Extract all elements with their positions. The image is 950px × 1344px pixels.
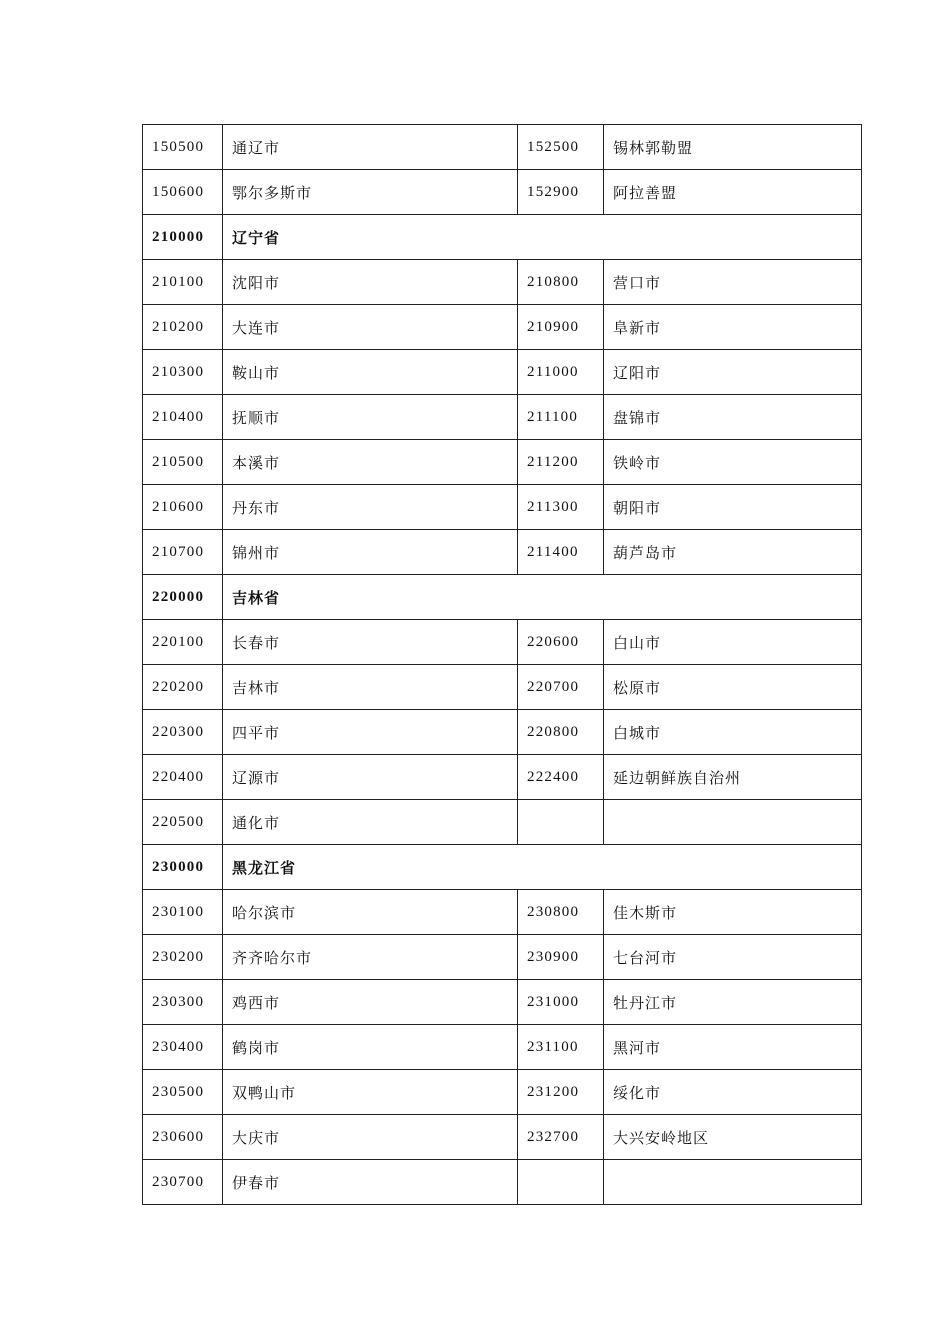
city-code: 220600 — [518, 620, 604, 665]
city-name: 哈尔滨市 — [223, 890, 518, 935]
table-row — [143, 710, 862, 755]
table-row — [143, 125, 862, 170]
table-row — [143, 485, 862, 530]
city-code: 210600 — [143, 485, 223, 530]
table-row — [143, 1025, 862, 1070]
city-name: 白城市 — [604, 710, 862, 755]
city-name: 绥化市 — [604, 1070, 862, 1115]
city-name: 营口市 — [604, 260, 862, 305]
table-row — [143, 980, 862, 1025]
city-name: 伊春市 — [223, 1160, 518, 1205]
table-row — [143, 665, 862, 710]
city-name: 松原市 — [604, 665, 862, 710]
table-row — [143, 260, 862, 305]
city-name: 阿拉善盟 — [604, 170, 862, 215]
city-code — [518, 800, 604, 845]
city-code: 211100 — [518, 395, 604, 440]
table-row — [143, 170, 862, 215]
city-name: 大庆市 — [223, 1115, 518, 1160]
table-row — [143, 350, 862, 395]
city-code: 232700 — [518, 1115, 604, 1160]
table-row — [143, 890, 862, 935]
city-name: 吉林市 — [223, 665, 518, 710]
city-code: 210700 — [143, 530, 223, 575]
city-code: 231100 — [518, 1025, 604, 1070]
city-code: 230400 — [143, 1025, 223, 1070]
city-name: 白山市 — [604, 620, 862, 665]
city-code: 220800 — [518, 710, 604, 755]
province-code: 220000 — [143, 575, 223, 620]
city-name: 鹤岗市 — [223, 1025, 518, 1070]
city-code: 222400 — [518, 755, 604, 800]
city-name: 大连市 — [223, 305, 518, 350]
city-name: 七台河市 — [604, 935, 862, 980]
table-row — [143, 440, 862, 485]
city-code: 231200 — [518, 1070, 604, 1115]
city-code: 220300 — [143, 710, 223, 755]
city-code: 150600 — [143, 170, 223, 215]
city-code: 210200 — [143, 305, 223, 350]
city-code: 230300 — [143, 980, 223, 1025]
city-name: 通辽市 — [223, 125, 518, 170]
city-name: 延边朝鲜族自治州 — [604, 755, 862, 800]
city-code: 220700 — [518, 665, 604, 710]
city-name: 佳木斯市 — [604, 890, 862, 935]
table-row — [143, 1115, 862, 1160]
table-row — [143, 620, 862, 665]
city-name: 四平市 — [223, 710, 518, 755]
city-name — [604, 800, 862, 845]
city-name: 本溪市 — [223, 440, 518, 485]
province-name: 辽宁省 — [223, 215, 862, 260]
city-name: 辽阳市 — [604, 350, 862, 395]
city-name: 锦州市 — [223, 530, 518, 575]
city-code: 150500 — [143, 125, 223, 170]
city-code: 230700 — [143, 1160, 223, 1205]
table-row — [143, 1160, 862, 1205]
city-code: 231000 — [518, 980, 604, 1025]
city-code: 220100 — [143, 620, 223, 665]
city-name: 黑河市 — [604, 1025, 862, 1070]
table-row — [143, 395, 862, 440]
city-code: 210800 — [518, 260, 604, 305]
city-name: 鞍山市 — [223, 350, 518, 395]
city-name: 沈阳市 — [223, 260, 518, 305]
city-name: 齐齐哈尔市 — [223, 935, 518, 980]
city-name: 大兴安岭地区 — [604, 1115, 862, 1160]
city-code: 152900 — [518, 170, 604, 215]
city-code — [518, 1160, 604, 1205]
city-name: 通化市 — [223, 800, 518, 845]
city-name: 盘锦市 — [604, 395, 862, 440]
city-code: 210500 — [143, 440, 223, 485]
region-code-table — [142, 124, 862, 1205]
city-name: 锡林郭勒盟 — [604, 125, 862, 170]
city-name: 鄂尔多斯市 — [223, 170, 518, 215]
province-code: 230000 — [143, 845, 223, 890]
province-name: 黑龙江省 — [223, 845, 862, 890]
city-code: 230800 — [518, 890, 604, 935]
city-name: 抚顺市 — [223, 395, 518, 440]
province-header-row — [143, 845, 862, 890]
city-code: 220400 — [143, 755, 223, 800]
city-name — [604, 1160, 862, 1205]
city-code: 230900 — [518, 935, 604, 980]
city-code: 230600 — [143, 1115, 223, 1160]
city-name: 鸡西市 — [223, 980, 518, 1025]
table-row — [143, 305, 862, 350]
table-row — [143, 530, 862, 575]
city-name: 阜新市 — [604, 305, 862, 350]
province-header-row — [143, 215, 862, 260]
city-code: 210100 — [143, 260, 223, 305]
city-code: 152500 — [518, 125, 604, 170]
city-name: 双鸭山市 — [223, 1070, 518, 1115]
city-name: 牡丹江市 — [604, 980, 862, 1025]
city-code: 211200 — [518, 440, 604, 485]
table-row — [143, 800, 862, 845]
city-code: 230100 — [143, 890, 223, 935]
city-code: 220200 — [143, 665, 223, 710]
city-code: 220500 — [143, 800, 223, 845]
city-name: 丹东市 — [223, 485, 518, 530]
region-code-table-body — [143, 125, 862, 1205]
table-row — [143, 935, 862, 980]
city-code: 211300 — [518, 485, 604, 530]
city-code: 210900 — [518, 305, 604, 350]
city-code: 230200 — [143, 935, 223, 980]
city-code: 210300 — [143, 350, 223, 395]
table-row — [143, 1070, 862, 1115]
province-code: 210000 — [143, 215, 223, 260]
city-code: 230500 — [143, 1070, 223, 1115]
province-name: 吉林省 — [223, 575, 862, 620]
city-code: 211400 — [518, 530, 604, 575]
city-name: 葫芦岛市 — [604, 530, 862, 575]
city-code: 210400 — [143, 395, 223, 440]
city-code: 211000 — [518, 350, 604, 395]
city-name: 朝阳市 — [604, 485, 862, 530]
city-name: 长春市 — [223, 620, 518, 665]
city-name: 铁岭市 — [604, 440, 862, 485]
city-name: 辽源市 — [223, 755, 518, 800]
table-row — [143, 755, 862, 800]
province-header-row — [143, 575, 862, 620]
